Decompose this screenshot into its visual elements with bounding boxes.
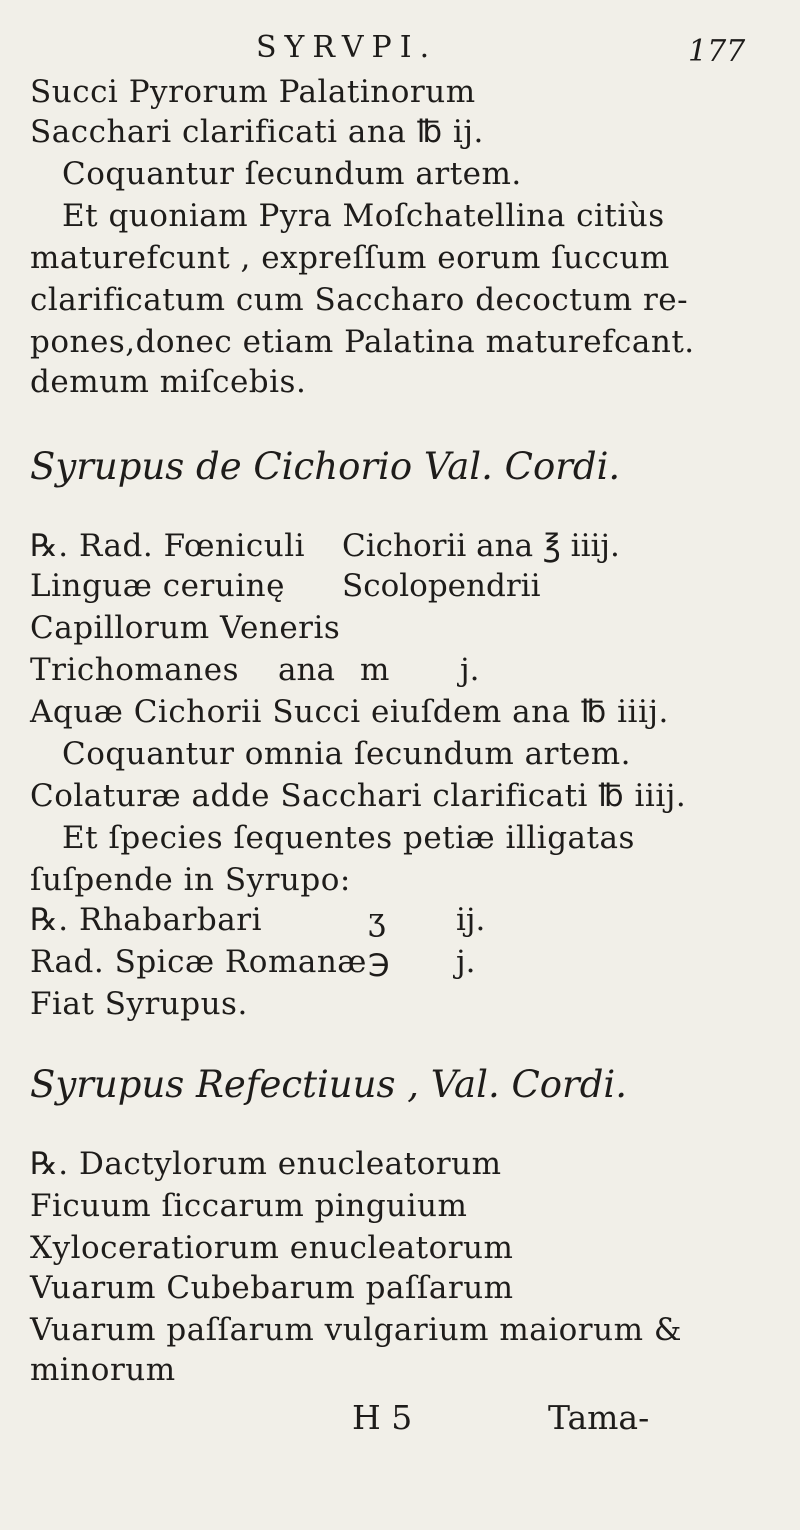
text-line: Succi Pyrorum Palatinorum <box>30 74 476 110</box>
recipe-line: ℞. Rad. Fœniculi <box>30 528 306 564</box>
recipe-line: ſuſpende in Syrupo: <box>30 862 351 898</box>
recipe-quantity: j. <box>456 944 476 980</box>
text-line: maturefcunt , expreſſum eorum ſuccum <box>30 240 670 276</box>
recipe-line: ana <box>278 652 335 688</box>
recipe-line: Colaturæ adde Sacchari clarificati ℔ iiij. <box>30 778 687 814</box>
recipe-line: Trichomanes <box>30 652 239 688</box>
text-line: Sacchari clarificati ana ℔ ij. <box>30 114 484 150</box>
recipe-line: Xyloceratiorum enucleatorum <box>30 1230 514 1266</box>
text-line: clarificatum cum Saccharo decoctum re- <box>30 282 689 318</box>
recipe-line: Scolopendrii <box>342 568 541 604</box>
recipe-line: Ficuum ſiccarum pinguium <box>30 1188 468 1224</box>
recipe-line: Linguæ ceruinę <box>30 568 285 604</box>
recipe-line: Fiat Syrupus. <box>30 986 248 1022</box>
running-title: SYRVPI. <box>256 30 438 65</box>
recipe-line: Et ſpecies ſequentes petiæ illigatas <box>62 820 635 856</box>
recipe-line: Vuarum paſſarum vulgarium maiorum & <box>30 1312 682 1348</box>
page-number: 177 <box>688 34 746 69</box>
recipe-line: Capillorum Veneris <box>30 610 341 646</box>
text-line: Et quoniam Pyra Moſchatellina citiùs <box>62 198 665 234</box>
recipe-quantity: j. <box>460 652 480 688</box>
recipe-unit: ℈ <box>368 944 390 980</box>
recipe-quantity: ij. <box>456 902 486 938</box>
catchword: Tama- <box>548 1398 650 1437</box>
recipe-title: Syrupus Refectiuus , Val. Cordi. <box>30 1063 628 1106</box>
recipe-title: Syrupus de Cichorio Val. Cordi. <box>30 445 621 488</box>
recipe-unit: m <box>360 652 390 688</box>
text-line: demum miſcebis. <box>30 364 307 400</box>
recipe-line: Aquæ Cichorii Succi eiuſdem ana ℔ iiij. <box>30 694 669 730</box>
signature-mark: H 5 <box>352 1398 413 1437</box>
recipe-line: ℞. Dactylorum enucleatorum <box>30 1146 502 1182</box>
text-line: Coquantur ſecundum artem. <box>62 156 522 192</box>
recipe-unit: ʒ <box>368 902 386 938</box>
recipe-line: ℞. Rhabarbari <box>30 902 262 938</box>
text-line: pones,donec etiam Palatina maturefcant. <box>30 324 695 360</box>
recipe-line: Vuarum Cubebarum paſſarum <box>30 1270 514 1306</box>
recipe-line: minorum <box>30 1352 176 1388</box>
recipe-line: Rad. Spicæ Romanæ <box>30 944 367 980</box>
recipe-line: Coquantur omnia ſecundum artem. <box>62 736 632 772</box>
recipe-line: Cichorii ana ℥ iiij. <box>342 528 620 564</box>
